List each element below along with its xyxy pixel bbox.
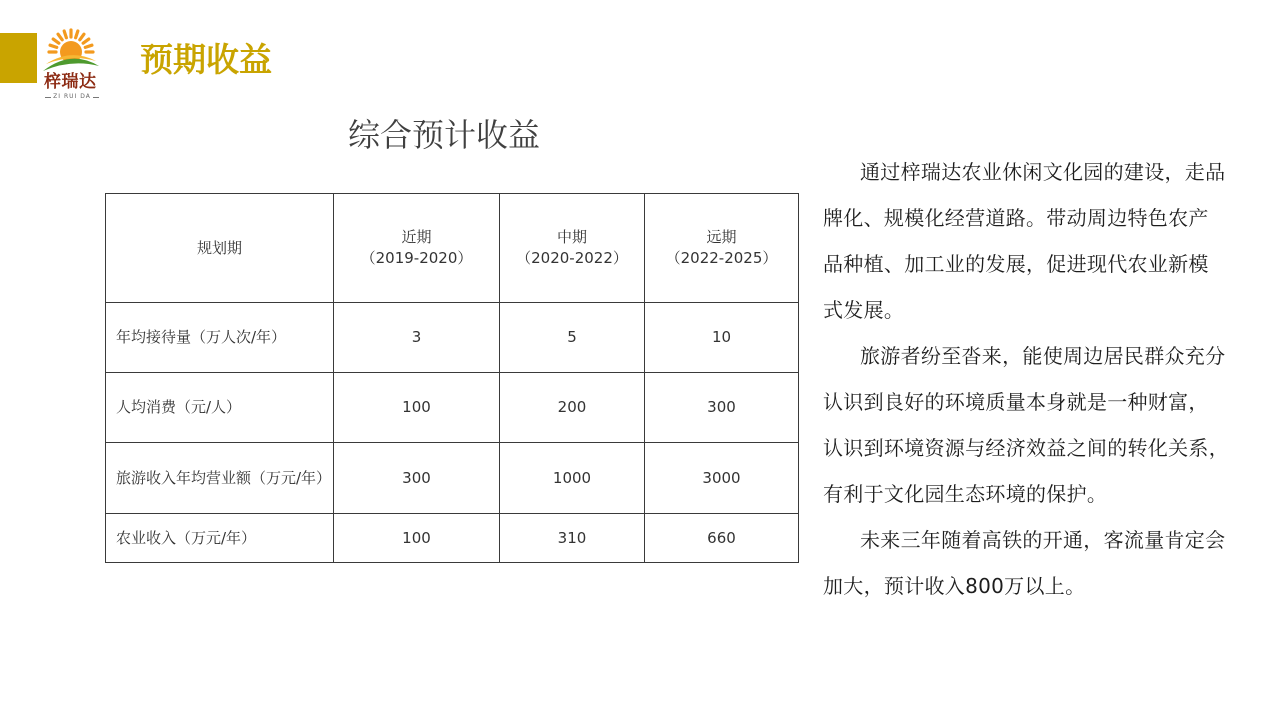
table-row <box>106 303 799 373</box>
row-label: 人均消费（元/人） <box>106 373 334 443</box>
table-cell: 200 <box>500 373 645 443</box>
period-range: （2022-2025） <box>665 249 778 267</box>
table-cell: 660 <box>645 514 799 563</box>
paragraph-line: 牌化、规模化经营道路。带动周边特色农产 <box>823 206 1209 230</box>
table-row <box>106 443 799 514</box>
company-logo <box>38 26 106 102</box>
period-range: （2019-2020） <box>360 249 473 267</box>
period-range: （2020-2022） <box>516 249 628 267</box>
body-text <box>823 149 1263 609</box>
paragraph-line: 加大，预计收入800万以上。 <box>823 574 1086 598</box>
logo-pinyin: ZI RUI DA <box>53 93 91 100</box>
table-cell: 10 <box>645 303 799 373</box>
paragraph-line: 有利于文化园生态环境的保护。 <box>823 482 1108 506</box>
slide-title: 预期收益 <box>140 40 272 79</box>
paragraph-line: 品种植、加工业的发展，促进现代农业新模 <box>823 252 1209 276</box>
accent-block <box>0 33 37 83</box>
table-cell: 3 <box>334 303 500 373</box>
logo-pinyin-row <box>42 93 102 101</box>
period-label: 中期 <box>556 228 587 246</box>
body-paragraph-1 <box>823 149 1263 333</box>
logo-green-hill <box>43 59 99 71</box>
logo-name: 梓瑞达 <box>44 72 97 92</box>
header-cell-long-term <box>645 194 799 303</box>
paragraph-line: 旅游者纷至沓来，能使周边居民群众充分 <box>860 344 1226 368</box>
paragraph-line: 认识到良好的环境质量本身就是一种财富， <box>823 390 1209 414</box>
table-cell: 300 <box>334 443 500 514</box>
body-paragraph-3 <box>823 517 1263 609</box>
logo-dash-left <box>45 97 51 98</box>
header-cell-planning-period: 规划期 <box>106 194 334 303</box>
row-label: 年均接待量（万人次/年） <box>106 303 334 373</box>
paragraph-line: 未来三年随着高铁的开通，客流量肯定会 <box>860 528 1226 552</box>
table-cell: 300 <box>645 373 799 443</box>
table-caption: 综合预计收益 <box>348 116 541 154</box>
table-header-row <box>106 194 799 303</box>
row-label: 旅游收入年均营业额（万元/年） <box>106 443 334 514</box>
body-paragraph-2 <box>823 333 1263 517</box>
sun-logo-icon <box>38 26 104 74</box>
table-cell: 100 <box>334 373 500 443</box>
paragraph-line: 式发展。 <box>823 298 905 322</box>
table-cell: 310 <box>500 514 645 563</box>
table-cell: 1000 <box>500 443 645 514</box>
row-label: 农业收入（万元/年） <box>106 514 334 563</box>
table-row <box>106 373 799 443</box>
header-cell-near-term <box>334 194 500 303</box>
header-cell-mid-term <box>500 194 645 303</box>
table-cell: 5 <box>500 303 645 373</box>
table-cell: 3000 <box>645 443 799 514</box>
revenue-table <box>105 193 799 563</box>
paragraph-line: 通过梓瑞达农业休闲文化园的建设，走品 <box>860 160 1226 184</box>
period-label: 远期 <box>706 228 737 246</box>
logo-dash-right <box>93 97 99 98</box>
table-cell: 100 <box>334 514 500 563</box>
table-row <box>106 514 799 563</box>
paragraph-line: 认识到环境资源与经济效益之间的转化关系， <box>823 436 1229 460</box>
period-label: 近期 <box>401 228 432 246</box>
